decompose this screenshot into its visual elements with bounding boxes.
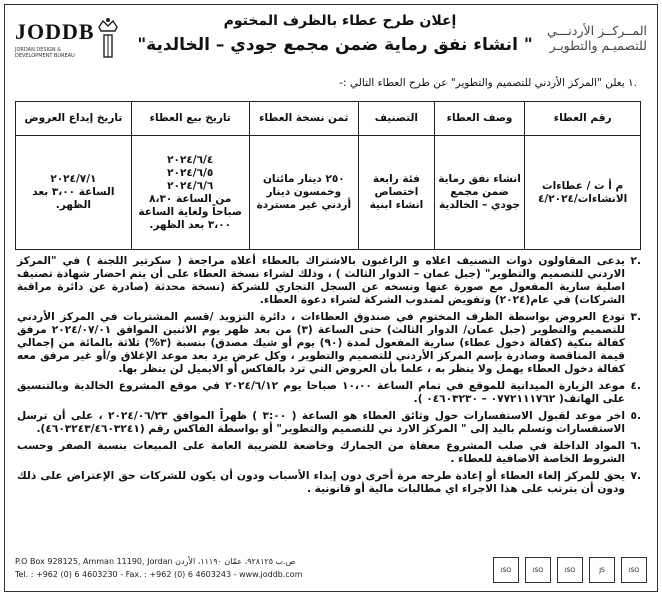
sale-date-3: ٢٠٢٤/٦/٦: [167, 179, 214, 192]
header-tender-description: وصف العطاء: [434, 102, 524, 136]
announcement-title: إعلان طرح عطاء بالظرف المختوم: [223, 13, 457, 29]
footer-contact: [15, 555, 303, 581]
term-item-6: [17, 440, 641, 466]
footer: [5, 549, 657, 593]
logo-subtext: JORDAN DESIGN & DEVELOPMENT BUREAU: [15, 47, 75, 59]
sale-time: من الساعة ٨،٣٠ صباحاً ولغاية الساعة ٣،٠٠ بعد الظهر.: [138, 192, 242, 231]
term-text: يدعى المقاولون ذوات التصنيف اعلاه و الراغبون بالاشتراك بالعطاء أعلاه مراجعة ( سكرتير اللجنة ) في "المركز الاردني للتصميم والتطوير" (جبل عمان – الدوار الثالث ) ، وذلك لشراء نسخة العطاء على أن يتم احضار شهادة تصنيف اصلية سارية المفعول مع صورة عنها ونسخه عن السجل التجاري للشركة (نسخة محدثة (صادرة عن دائرة مراقبة الشركات) في عام(٢٠٢٤) وتفويض لمندوب الشركة لشراء دعوة العطاء.: [17, 255, 625, 306]
cell-deposit-date: [16, 136, 132, 250]
certification-badge-icon: ISO: [525, 557, 551, 583]
term-item-5: [17, 410, 641, 436]
term-item-7: [17, 470, 641, 496]
term-item-3: [17, 311, 641, 376]
term-number: .٢: [630, 255, 641, 267]
org-name-line2: للتصميـم والتطويـر: [549, 38, 647, 53]
advertisement-frame: [4, 4, 658, 592]
tender-title: " انشاء نفق رماية ضمن مجمع جودي – الخالدية": [137, 35, 533, 55]
term-text: تودع العروض بواسطة الظرف المختوم في صندوق العطاءات ، دائرة التزويد /قسم المشتريات في المركز الأردني للتصميم والتطوير (جبل عمان/ الدوار الثالث) حتى الساعة (٣) من بعد ظهر يوم الاثنين الموافق ٢٠٢٤/٠٧/٠١ مرفق كفالة بنكية (كفالة دخول عطاء) سارية المفعول لمدة (٩٠) يوم أو شيك مصدق) بنسبة (٣%) ثلاثة بالمائة من إجمالي قيمة المناقصة وصادرة بإسم المركز الأردني للتصميم والتطوير ، وكل عرض يرد بعد موعد الإغلاق و/أو غير مرفق معه كفالة دخول العطاء يهمل ولا ينظر به ، علما بأن العروض التي ترد بالفاكس أو الايميل لن ينظر بها.: [17, 311, 626, 375]
term-number: .٧: [630, 470, 641, 482]
logo-text: JODDB: [15, 19, 95, 44]
term-text: المواد الداخلة في صلب المشروع معفاة من الجمارك وخاضعة للضريبة العامة على المبيعات بنسبة الصفر وحسب الشروط الخاصة الاضافية للعطاء .: [17, 440, 625, 465]
certification-badge-icon: ISO: [493, 557, 519, 583]
item-1-number: .١: [628, 77, 637, 89]
cell-tender-number: م أ ت / عطاءات الانشاءات/٤/٢٠٢٤: [525, 136, 641, 250]
footer-phone-fax-web: Tel. : +962 (0) 6 4603230 - Fax. : +962 (0) 6 4603243 - www.joddb.com: [15, 570, 303, 579]
header-sale-date: تاريخ بيع العطاء: [131, 102, 249, 136]
certification-badge-icon: ISO: [557, 557, 583, 583]
cell-copy-price: ٢٥٠ دينار مائتان وخمسون دينار أردني غير مستردة: [249, 136, 358, 250]
certification-badge-icon: JS: [589, 557, 615, 583]
cell-tender-description: انشاء نفق رماية ضمن مجمع جودي – الخالدية: [434, 136, 524, 250]
term-number: .٥: [630, 410, 641, 422]
term-number: .٤: [630, 380, 641, 392]
header-classification: التصنيف: [359, 102, 435, 136]
header-tender-number: رقم العطاء: [525, 102, 641, 136]
term-number: .٣: [630, 311, 641, 323]
certification-logos: [493, 557, 647, 583]
sale-date-2: ٢٠٢٤/٦/٥: [167, 166, 214, 179]
item-1: [17, 77, 637, 89]
term-text: اخر موعد لقبول الاستفسارات حول وثائق العطاء هو الساعة ( ٣:٠٠ ) ظهراً الموافق ٢٠٢٤/٠٦/٢٣ ، على أن ترسل الاستفسارات وتسلم باليد إلى " المركز الارد ني للتصميم والتطوير" أو بواسطة الفاكس رقم (٤٦٠٣٢٤٣/٤٦٠٣٢٤١).: [17, 410, 625, 435]
header: [5, 5, 657, 69]
term-text: موعد الزيارة الميدانية للموقع في تمام الساعة ١٠،٠٠ صباحا يوم ٢٠٢٤/٦/١٢ في موقع المشروع الخالدية وبالتنسيق على الهاتف( ٠٧٧٢١١١٧٦٢ – ٠٤٦٠٣٢٣٠ ).: [17, 380, 626, 405]
certification-badge-icon: ISO: [621, 557, 647, 583]
header-copy-price: ثمن نسخة العطاء: [249, 102, 358, 136]
org-name-line1: المــركــز الأردنـــي: [547, 23, 647, 38]
header-deposit-date: تاريخ إيداع العروض: [16, 102, 132, 136]
deposit-date: ٢٠٢٤/٧/١: [50, 173, 97, 185]
term-item-4: [17, 380, 641, 406]
table-row: [16, 136, 641, 250]
crown-emblem-icon: [95, 17, 121, 61]
term-text: يحق للمركز إلغاء العطاء أو إعادة طرحه مرة أخرى دون إبداء الأسباب ودون أن يكون للشركات حق الإعتراض على ذلك ودون أن يترتب على هذا الاجراء اي مطالبات مالية أو قانونية .: [17, 470, 625, 495]
logo: [11, 13, 129, 65]
term-item-2: [17, 255, 641, 307]
tender-table: [15, 101, 641, 250]
deposit-time: الساعة ٣،٠٠ بعد الظهر.: [32, 186, 115, 211]
table-header-row: [16, 102, 641, 136]
term-number: .٦: [630, 440, 641, 452]
footer-address: P.O Box 928125, Amman 11190, Jordan ص.ب ٩٢٨١٢٥، عمّان ١١١٩٠، الأردن: [15, 557, 296, 566]
organization-name: [517, 23, 647, 53]
item-1-text: يعلن "المركز الأردني للتصميم والتطوير" عن طرح العطاء التالي :-: [339, 77, 625, 89]
sale-date-1: ٢٠٢٤/٦/٤: [167, 153, 214, 166]
cell-classification: فئة رابعة اختصاص انشاء ابنية: [359, 136, 435, 250]
cell-sale-date: [131, 136, 249, 250]
terms-list: [17, 255, 641, 500]
